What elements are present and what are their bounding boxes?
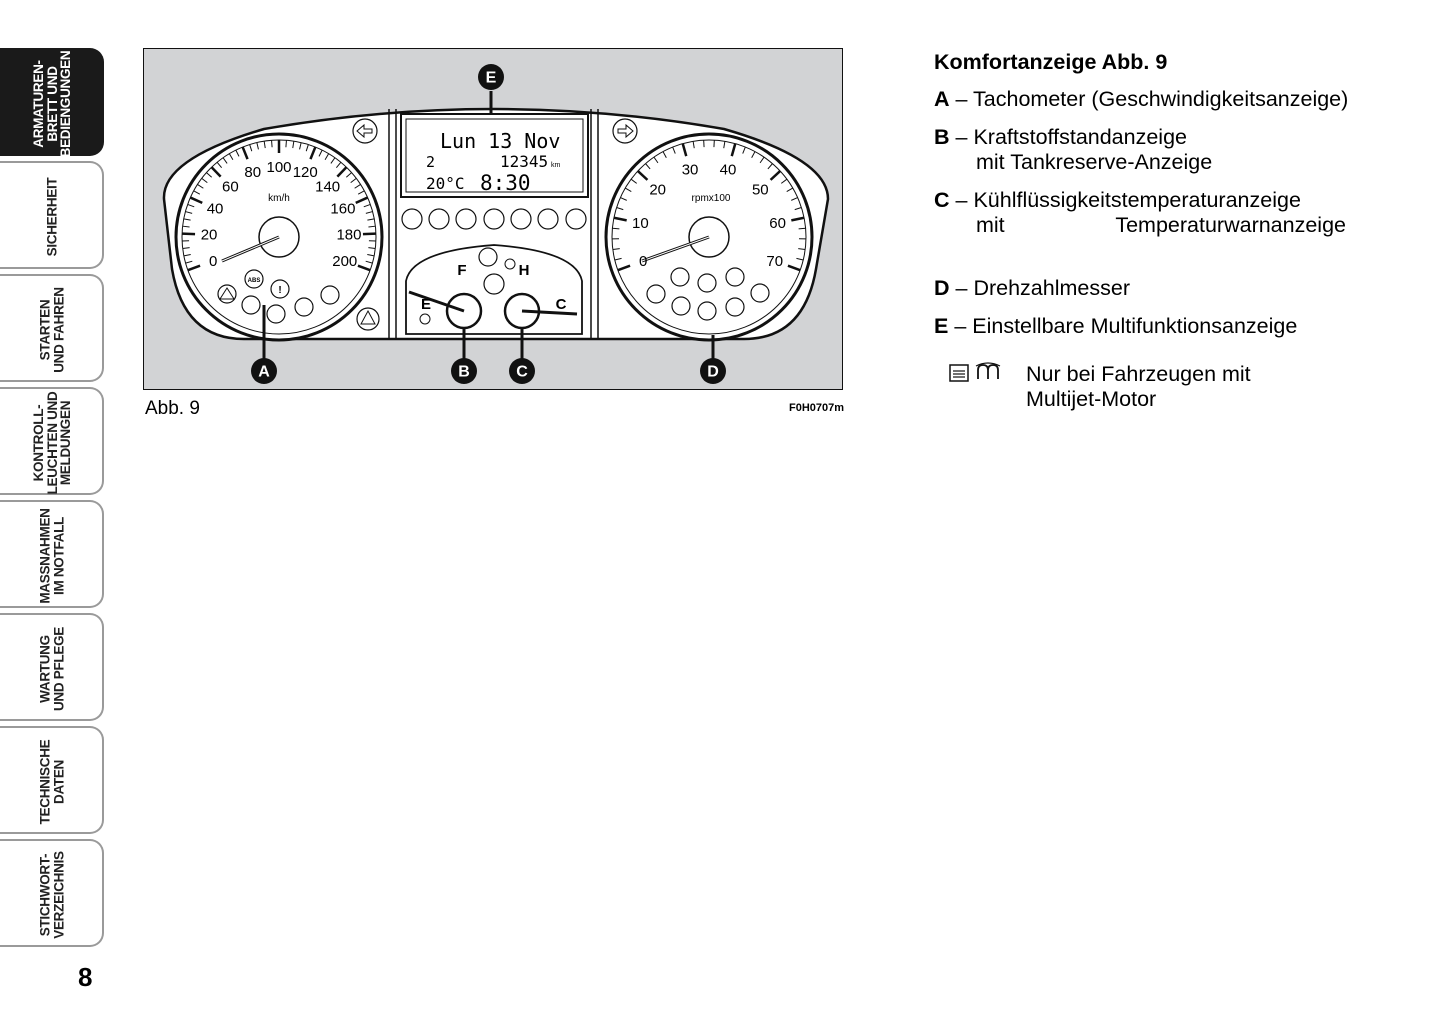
- speed-scale-label: 80: [244, 164, 262, 182]
- rpm-scale-label: 30: [681, 161, 699, 179]
- callout-a: [251, 358, 277, 384]
- item-e: E – Einstellbare Multifunktionsanzeige: [934, 314, 1298, 338]
- description-text: [934, 50, 1434, 352]
- svg-text:!: !: [278, 285, 282, 296]
- rpm-scale-label: 10: [632, 215, 649, 233]
- svg-text:ABS: ABS: [247, 278, 261, 284]
- temp-cold-label: C: [555, 296, 567, 313]
- rpm-tick: [612, 228, 619, 229]
- speed-scale-label: 180: [336, 226, 362, 244]
- speed-unit: km/h: [268, 193, 290, 204]
- tab-kontrollleuchten[interactable]: [0, 387, 104, 495]
- speed-scale-label: 0: [209, 252, 218, 270]
- figure-caption: Abb. 9: [145, 398, 200, 419]
- tab-technische-daten[interactable]: [0, 726, 104, 834]
- tab-wartung[interactable]: [0, 613, 104, 721]
- speed-scale-label: 120: [292, 164, 318, 182]
- section-heading: Komfortanzeige Abb. 9: [934, 50, 1168, 74]
- instrument-cluster-figure: [143, 48, 843, 390]
- tab-label: KONTROLL- LEUCHTEN UND MELDUNGEN: [30, 391, 73, 495]
- display-odometer-unit: km: [551, 162, 561, 169]
- note-line-1: Nur bei Fahrzeugen mit: [1026, 362, 1251, 386]
- svg-text:E: E: [485, 69, 497, 87]
- tab-label: ARMATUREN- BRETT UND BEDIENGUNGEN: [30, 50, 73, 158]
- svg-text:C: C: [516, 363, 528, 381]
- tab-starten[interactable]: [0, 274, 104, 382]
- figure-code: F0H0707m: [789, 402, 845, 414]
- page-number: 8: [78, 962, 93, 992]
- tab-massnahmen[interactable]: [0, 500, 104, 608]
- speed-scale-label: 60: [222, 178, 239, 196]
- filter-glowplug-icons: [948, 362, 1012, 392]
- speed-scale-label: 40: [206, 200, 224, 218]
- display-gear: 2: [426, 153, 436, 171]
- speed-scale-label: 20: [200, 226, 218, 244]
- tab-label: STICHWORT- VERZEICHNIS: [37, 851, 66, 939]
- display-odometer: 12345: [500, 152, 549, 171]
- speed-tick: [286, 140, 287, 147]
- speed-scale-label: 140: [315, 178, 341, 196]
- tachometer: [606, 134, 812, 340]
- tab-sicherheit[interactable]: [0, 161, 104, 269]
- tab-armaturenbrett[interactable]: [0, 48, 104, 156]
- tab-label: SICHERHEIT: [44, 177, 60, 257]
- rpm-tick: [799, 228, 806, 229]
- speed-tick: [272, 140, 273, 147]
- tab-stichwortverzeichnis[interactable]: [0, 839, 104, 947]
- dpf-glowplug-icon: [948, 362, 1012, 386]
- speedometer: [176, 134, 382, 340]
- display-date: Lun 13 Nov: [440, 129, 561, 153]
- rpm-scale-label: 40: [719, 161, 737, 179]
- svg-text:D: D: [707, 363, 719, 381]
- speed-scale-label: 100: [266, 159, 292, 176]
- instrument-cluster-drawing: [144, 49, 844, 391]
- rpm-scale-label: 0: [639, 252, 648, 270]
- fuel-temp-gauges: [406, 245, 582, 334]
- rpm-scale-label: 60: [769, 215, 786, 233]
- rpm-scale-label: 50: [751, 181, 769, 199]
- svg-text:B: B: [458, 363, 470, 381]
- item-c: C – Kühlflüssigkeitstemperaturanzeige mit Temperaturwarnanzeige: [934, 188, 1346, 237]
- rpm-scale-label: 70: [766, 252, 784, 270]
- fuel-empty-label: E: [420, 296, 432, 313]
- speed-scale-label: 200: [332, 252, 358, 270]
- item-d: D – Drehzahlmesser: [934, 276, 1130, 300]
- tab-label: MASSNAHMEN IM NOTFALL: [37, 508, 66, 604]
- tab-label: STARTEN UND FAHREN: [37, 287, 66, 373]
- item-a: A – Tachometer (Geschwindigkeitsanzeige): [934, 87, 1349, 111]
- rpm-scale-label: 20: [649, 181, 667, 199]
- tab-label: TECHNISCHE DATEN: [37, 739, 66, 825]
- display-clock: 8:30: [480, 171, 531, 195]
- speed-scale-label: 160: [330, 200, 356, 218]
- temp-hot-label: H: [518, 262, 530, 279]
- svg-text:A: A: [258, 363, 270, 381]
- item-b: B – Kraftstoffstandanzeige mit Tankreserve-Anzeige: [934, 125, 1213, 174]
- callout-b: [451, 358, 477, 384]
- display-temperature: 20°C: [426, 174, 465, 193]
- callout-c: [509, 358, 535, 384]
- callout-d: [700, 358, 726, 384]
- rpm-unit: rpmx100: [691, 193, 731, 204]
- note-line-2: Multijet-Motor: [1026, 387, 1157, 411]
- callout-e: [478, 64, 504, 90]
- fuel-full-label: F: [457, 262, 467, 279]
- tab-label: WARTUNG UND PFLEGE: [37, 627, 66, 712]
